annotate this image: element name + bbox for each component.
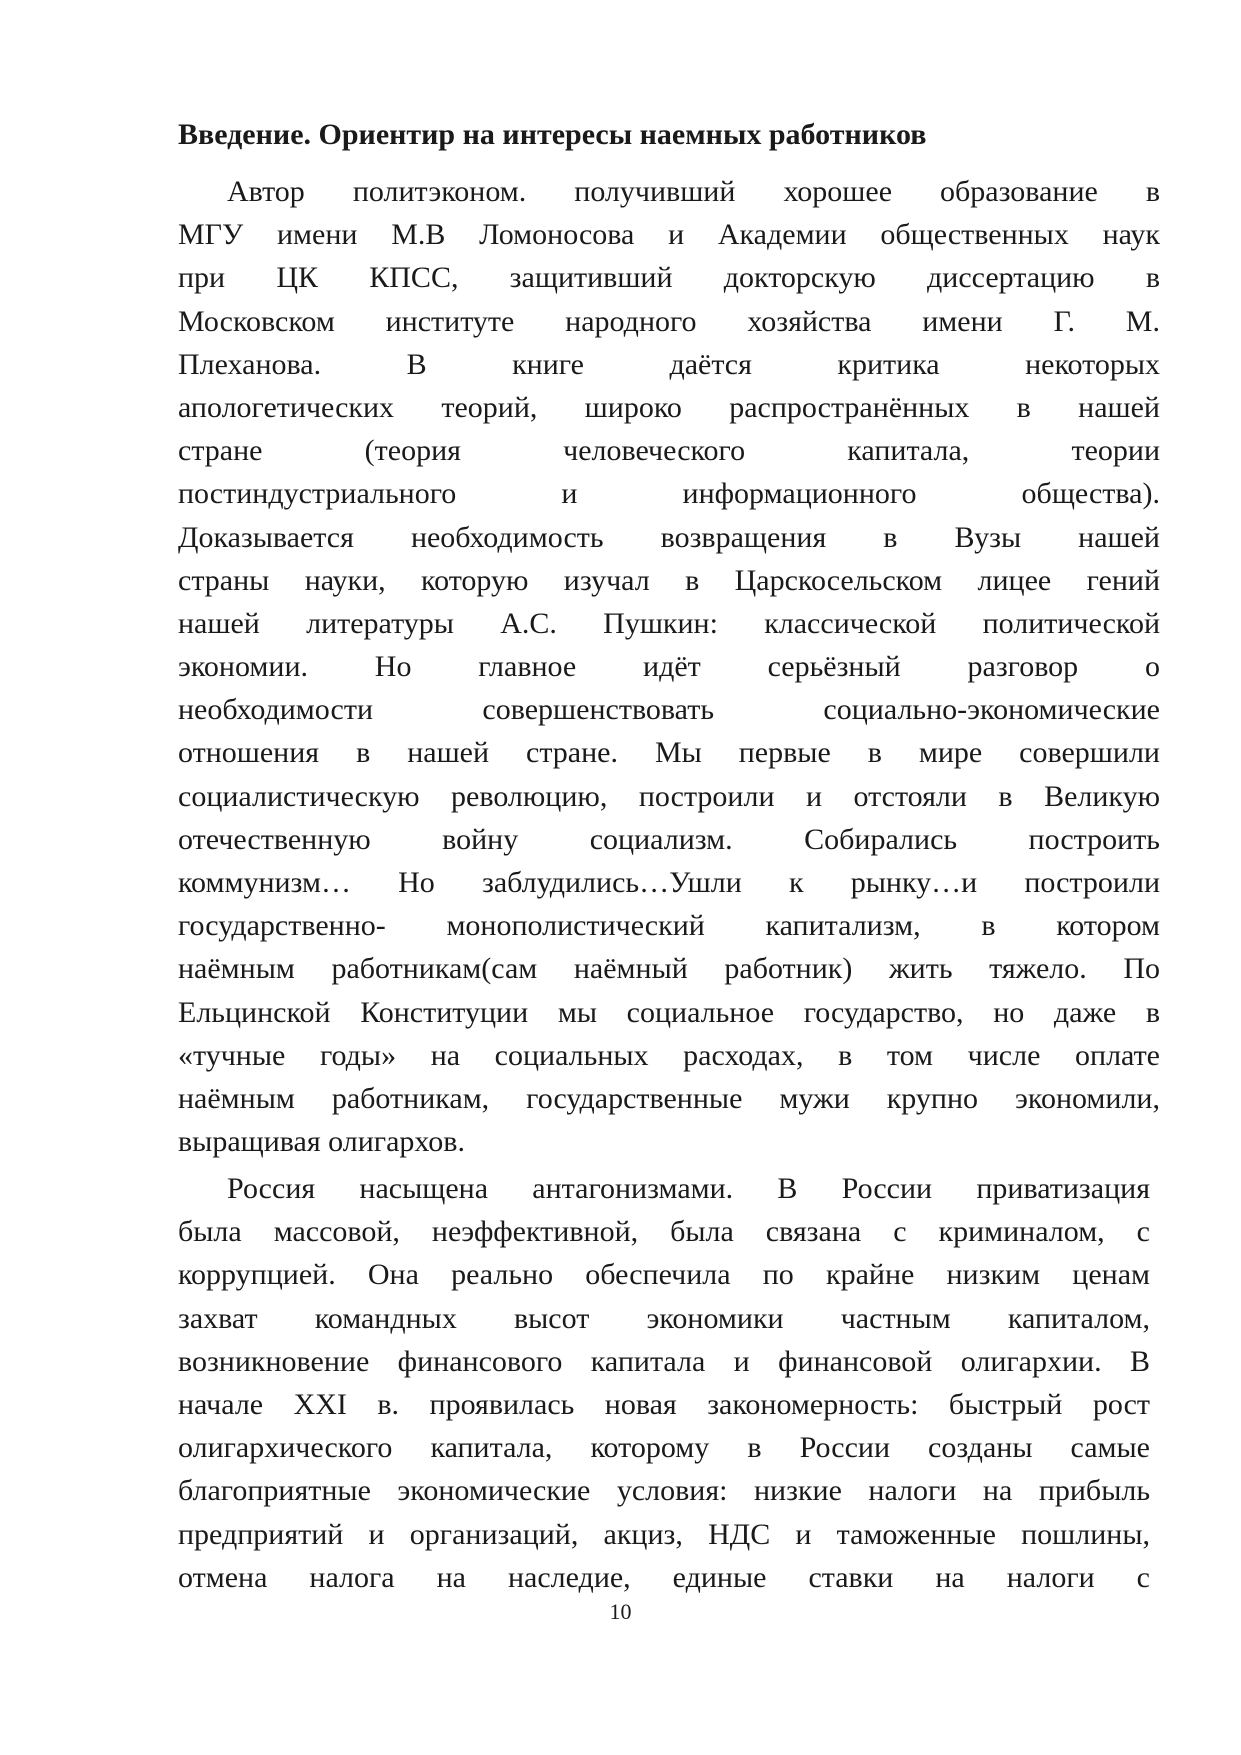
text-line: Плеханова. В книге даётся критика некоторых	[178, 347, 1160, 381]
text-line: Ельцинской Конституции мы социальное государство, но даже в	[178, 995, 1160, 1029]
text-line: выращивая олигархов.	[178, 1125, 465, 1159]
paragraph-russia-antagonisms	[178, 1167, 1150, 1599]
text-line: экономии. Но главное идёт серьёзный разговор о	[178, 650, 1160, 684]
text-line: необходимости совершенствовать социально-экономические	[178, 693, 1160, 727]
section-heading: Введение. Ориентир на интересы наемных работников	[178, 118, 927, 151]
text-line: социалистическую революцию, построили и отстояли в Великую	[178, 779, 1160, 813]
text-line: начале XXI в. проявилась новая закономерность: быстрый рост	[178, 1387, 1150, 1421]
text-line: олигархического капитала, которому в России созданы самые	[178, 1431, 1150, 1465]
text-line: наёмным работникам, государственные мужи крупно экономили,	[178, 1081, 1160, 1115]
text-line: наёмным работникам(сам наёмный работник) жить тяжело. По	[178, 952, 1160, 986]
text-line: отношения в нашей стране. Мы первые в мире совершили	[178, 736, 1160, 770]
paragraph-author-intro	[178, 170, 1160, 1163]
text-line: отечественную войну социализм. Собирались построить	[178, 822, 1160, 856]
text-line: благоприятные экономические условия: низкие налоги на прибыль	[178, 1474, 1150, 1508]
text-line: государственно- монополистический капитализм, в котором	[178, 909, 1160, 943]
text-line: коммунизм… Но заблудились…Ушли к рынку…и построили	[178, 866, 1160, 899]
text-line: стране (теория человеческого капитала, теории	[178, 434, 1160, 468]
text-line: возникновение финансового капитала и финансовой олигархии. В	[178, 1344, 1150, 1378]
text-line: Россия насыщена антагонизмами. В России приватизация	[227, 1172, 1150, 1205]
text-line: апологетических теорий, широко распространённых в нашей	[178, 390, 1160, 424]
text-line: постиндустриального и информационного общества).	[178, 477, 1160, 511]
text-line: захват командных высот экономики частным капиталом,	[178, 1301, 1150, 1335]
text-line: отмена налога на наследие, единые ставки на налоги с	[178, 1560, 1150, 1594]
text-line: была массовой, неэффективной, была связана с криминалом, с	[178, 1215, 1150, 1249]
text-line: коррупцией. Она реально обеспечила по крайне низким ценам	[178, 1258, 1150, 1292]
text-line: Автор политэконом. получивший хорошее образование в	[227, 175, 1160, 208]
text-line: предприятий и организаций, акциз, НДС и таможенные пошлины,	[178, 1517, 1150, 1551]
text-line: Московском институте народного хозяйства имени Г. М.	[178, 304, 1160, 338]
text-line: МГУ имени М.В Ломоносова и Академии общественных наук	[178, 218, 1160, 252]
text-line: страны науки, которую изучал в Царскосельском лицее гений	[178, 563, 1160, 597]
text-line: Доказывается необходимость возвращения в Вузы нашей	[178, 520, 1160, 554]
text-line: при ЦК КПСС, защитивший докторскую диссертацию в	[178, 261, 1160, 295]
text-line: нашей литературы А.С. Пушкин: классической политической	[178, 606, 1160, 640]
page-number: 10	[609, 1599, 632, 1624]
text-line: «тучные годы» на социальных расходах, в том числе оплате	[178, 1038, 1160, 1072]
